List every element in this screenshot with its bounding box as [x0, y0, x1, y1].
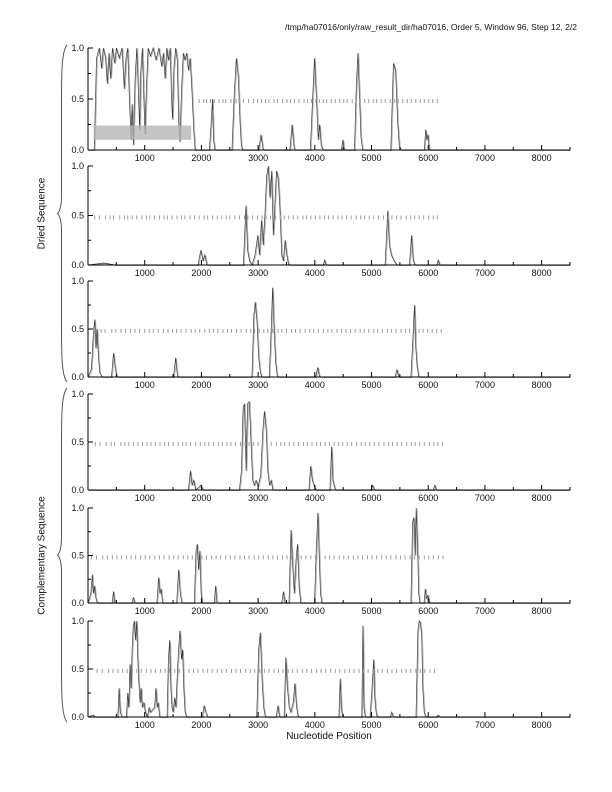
- xlabel-nucleotide-position: Nucleotide Position: [286, 731, 372, 742]
- x-tick-label: 2000: [191, 268, 212, 278]
- x-tick-label: 5000: [361, 606, 382, 616]
- x-tick-label: 3000: [248, 606, 269, 616]
- x-tick-label: 8000: [531, 153, 552, 163]
- x-tick-label: 5000: [361, 268, 382, 278]
- ylabel-complementary-sequence: Complementary Sequence: [36, 495, 48, 615]
- y-tick-label: 0.0: [71, 145, 84, 155]
- series-line-echo: [89, 288, 571, 377]
- x-tick-label: 2000: [191, 720, 212, 730]
- y-tick-label: 1.0: [71, 503, 84, 513]
- x-tick-label: 1000: [134, 720, 155, 730]
- x-tick-label: 7000: [474, 720, 495, 730]
- x-tick-label: 7000: [474, 493, 495, 503]
- x-tick-label: 3000: [248, 380, 269, 390]
- series-line-echo: [89, 402, 571, 490]
- x-tick-label: 5000: [361, 380, 382, 390]
- y-tick-label: 0.5: [71, 324, 84, 334]
- x-tick-label: 8000: [531, 380, 552, 390]
- x-tick-label: 4000: [304, 606, 325, 616]
- y-tick-label: 1.0: [71, 161, 84, 171]
- y-tick-label: 0.0: [71, 598, 84, 608]
- x-tick-label: 4000: [304, 720, 325, 730]
- x-tick-label: 7000: [474, 153, 495, 163]
- y-tick-label: 0.5: [71, 437, 84, 447]
- x-tick-label: 3000: [248, 268, 269, 278]
- brace-dried-sequence: [57, 45, 67, 382]
- x-tick-label: 4000: [304, 380, 325, 390]
- x-tick-label: 7000: [474, 268, 495, 278]
- y-tick-label: 0.0: [71, 260, 84, 270]
- x-tick-label: 4000: [304, 493, 325, 503]
- x-tick-label: 8000: [531, 720, 552, 730]
- x-tick-label: 3000: [248, 493, 269, 503]
- x-tick-label: 1000: [134, 380, 155, 390]
- x-tick-label: 8000: [531, 606, 552, 616]
- series-line: [88, 166, 570, 265]
- y-tick-label: 0.5: [71, 94, 84, 104]
- x-tick-label: 6000: [418, 720, 439, 730]
- x-tick-label: 6000: [418, 380, 439, 390]
- series-line-echo: [89, 167, 571, 266]
- y-tick-label: 0.0: [71, 485, 84, 495]
- x-tick-label: 6000: [418, 268, 439, 278]
- y-tick-label: 1.0: [71, 616, 84, 626]
- x-tick-label: 8000: [531, 268, 552, 278]
- x-tick-label: 2000: [191, 380, 212, 390]
- y-tick-label: 0.5: [71, 550, 84, 561]
- x-tick-label: 1000: [134, 493, 155, 503]
- x-tick-label: 7000: [474, 606, 495, 616]
- y-tick-label: 0.5: [71, 210, 84, 221]
- x-tick-label: 4000: [304, 153, 325, 163]
- x-tick-label: 4000: [304, 268, 325, 278]
- y-tick-label: 1.0: [71, 43, 84, 53]
- y-tick-label: 0.5: [71, 664, 84, 674]
- figure-title: /tmp/ha07016/only/raw_result_dir/ha07016, Order 5, Window 96, Step 12, 2/2: [284, 22, 577, 32]
- ylabel-dried-sequence: Dried Sequence: [36, 177, 48, 250]
- y-tick-label: 0.0: [71, 372, 84, 382]
- x-tick-label: 7000: [474, 380, 495, 390]
- x-tick-label: 1000: [134, 606, 155, 616]
- x-tick-label: 3000: [248, 153, 269, 163]
- x-tick-label: 3000: [248, 720, 269, 730]
- y-tick-label: 0.0: [71, 712, 84, 722]
- x-tick-label: 2000: [191, 606, 212, 616]
- x-tick-label: 5000: [361, 493, 382, 503]
- x-tick-label: 6000: [418, 606, 439, 616]
- brace-complementary-sequence: [57, 388, 67, 722]
- x-tick-label: 6000: [418, 153, 439, 163]
- series-line-echo: [89, 622, 571, 718]
- series-line: [88, 288, 570, 377]
- x-tick-label: 8000: [531, 493, 552, 503]
- x-tick-label: 1000: [134, 268, 155, 278]
- x-tick-label: 5000: [361, 720, 382, 730]
- y-tick-label: 1.0: [71, 276, 84, 286]
- x-tick-label: 5000: [361, 153, 382, 163]
- x-tick-label: 1000: [134, 153, 155, 163]
- highlight-band: [94, 126, 192, 140]
- y-tick-label: 1.0: [71, 389, 84, 399]
- x-tick-label: 2000: [191, 153, 212, 163]
- x-tick-label: 6000: [418, 493, 439, 503]
- x-tick-label: 2000: [191, 493, 212, 503]
